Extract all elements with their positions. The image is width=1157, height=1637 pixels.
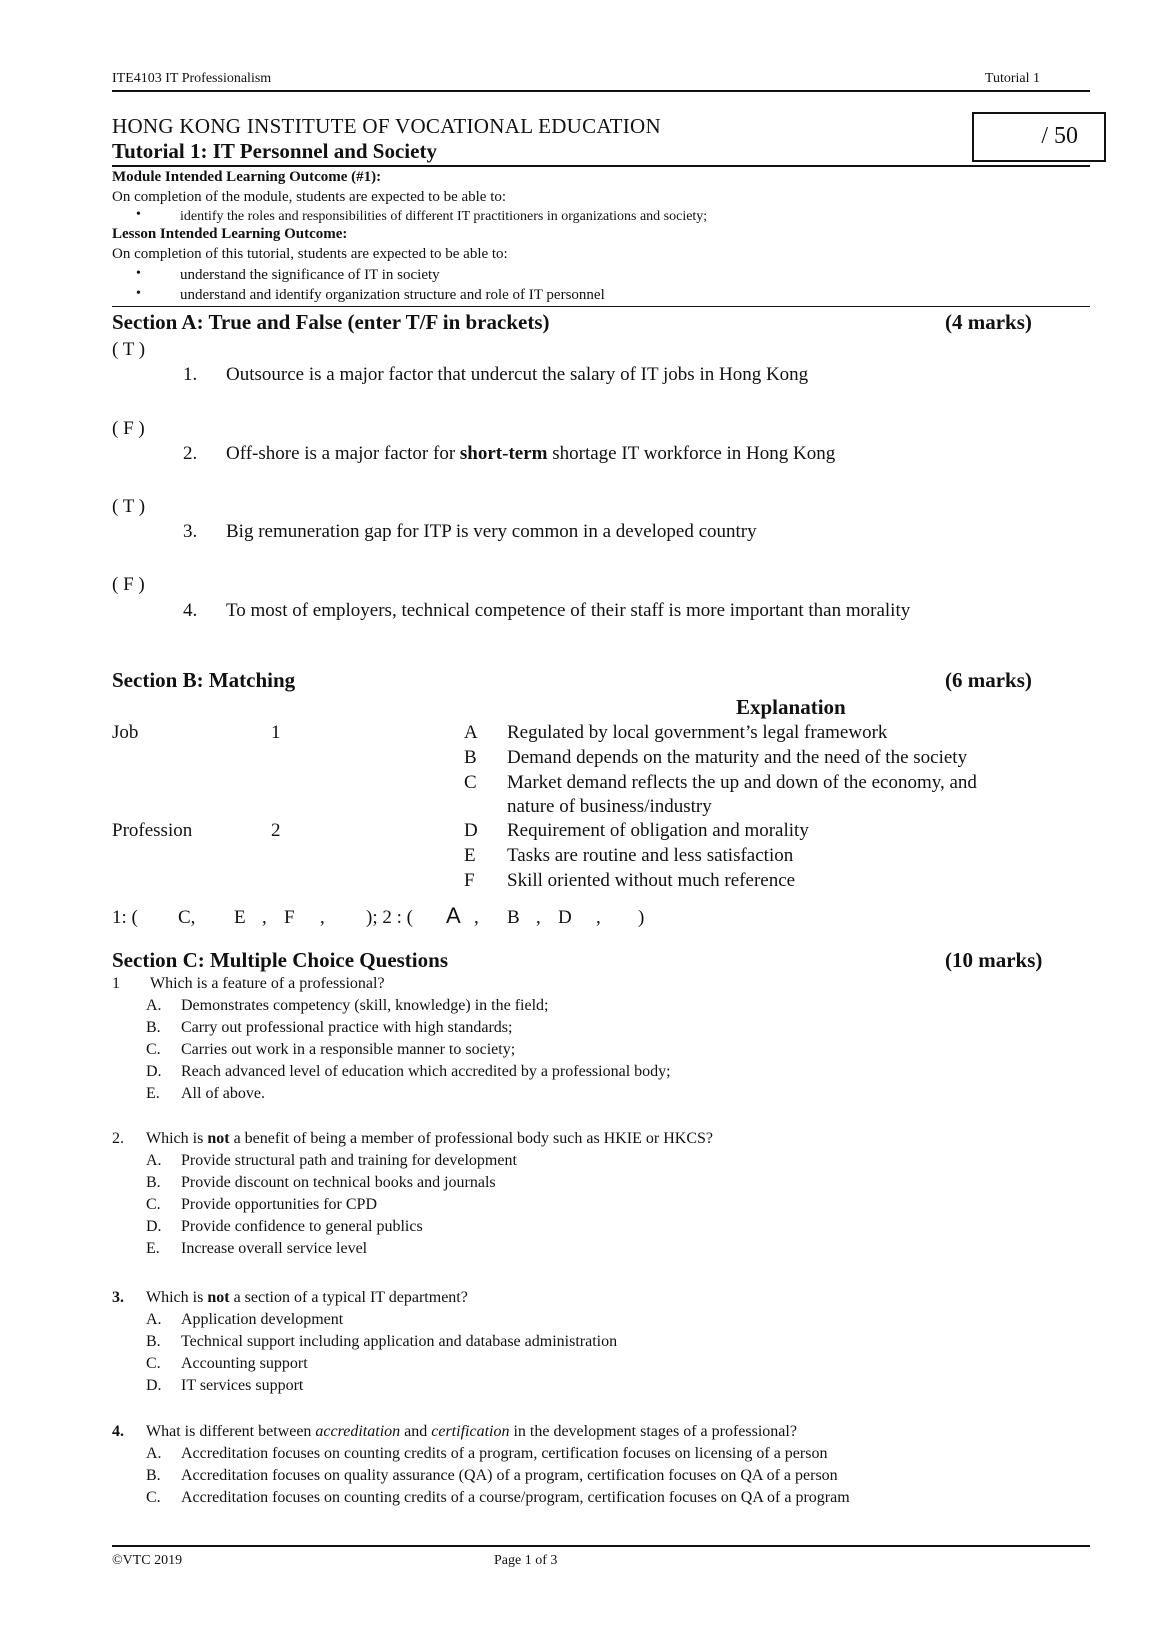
module-outcome-item: identify the roles and responsibilities of different IT practitioners in organizations and society; bbox=[180, 209, 708, 224]
matching-answer-letter: F bbox=[284, 907, 295, 928]
question-text-part: a section of a typical IT department? bbox=[229, 1289, 468, 1306]
question-number: 2. bbox=[112, 1130, 124, 1147]
tutorial-title: Tutorial 1: IT Personnel and Society bbox=[112, 139, 437, 163]
matching-term-number: 1 bbox=[271, 722, 281, 743]
question-text-part: and bbox=[400, 1423, 432, 1440]
option-letter: D. bbox=[146, 1377, 162, 1394]
option-text: Carries out work in a responsible manner to society; bbox=[181, 1041, 516, 1058]
question-number: 4. bbox=[112, 1423, 124, 1440]
matching-answer-sep: , bbox=[262, 907, 267, 928]
tf-statement-part: shortage IT workforce in Hong Kong bbox=[547, 443, 836, 464]
matching-answer-sep: , bbox=[536, 907, 541, 928]
header-rule bbox=[112, 90, 1090, 92]
question-text bbox=[146, 1289, 468, 1307]
question-text-emphasis: not bbox=[207, 1130, 230, 1147]
option-letter: C. bbox=[146, 1196, 161, 1213]
lesson-outcome-heading: Lesson Intended Learning Outcome: bbox=[112, 226, 348, 242]
question-number: 3. bbox=[112, 1289, 124, 1306]
lesson-outcome-item: understand and identify organization structure and role of IT personnel bbox=[180, 287, 605, 303]
tf-answer: ( T ) bbox=[112, 496, 146, 517]
question-text-part: Which is bbox=[146, 1130, 208, 1147]
tf-statement-part: Off-shore is a major factor for bbox=[226, 443, 460, 464]
option-text: Application development bbox=[181, 1311, 344, 1328]
option-letter: C. bbox=[146, 1489, 161, 1506]
matching-answer-letter: E bbox=[234, 907, 246, 928]
tf-number: 2. bbox=[183, 443, 198, 464]
matching-answer-middle: ); 2 : ( bbox=[366, 907, 413, 928]
question-text-term: accreditation bbox=[315, 1423, 401, 1440]
question-text: Which is a feature of a professional? bbox=[150, 975, 385, 992]
option-text: Accreditation focuses on counting credits of a program, certification focuses on licensing of a person bbox=[181, 1445, 828, 1462]
bullet-icon: • bbox=[136, 207, 141, 222]
matching-answer-letter: C, bbox=[178, 907, 196, 928]
tf-answer: ( F ) bbox=[112, 418, 145, 439]
module-outcome-heading: Module Intended Learning Outcome (#1): bbox=[112, 169, 382, 185]
matching-answer-letter: A bbox=[446, 903, 461, 928]
bullet-icon: • bbox=[136, 266, 141, 281]
option-letter: B. bbox=[146, 1333, 161, 1350]
option-letter: A. bbox=[146, 1311, 162, 1328]
matching-term-number: 2 bbox=[271, 820, 281, 841]
option-text: Provide confidence to general publics bbox=[181, 1218, 423, 1235]
tf-number: 1. bbox=[183, 364, 198, 385]
option-text: Accounting support bbox=[181, 1355, 308, 1372]
section-b-title: Section B: Matching bbox=[112, 668, 296, 692]
explanation-letter: A bbox=[464, 722, 478, 743]
option-text: All of above. bbox=[181, 1085, 265, 1102]
header-course: ITE4103 IT Professionalism bbox=[112, 71, 272, 86]
explanation-heading: Explanation bbox=[736, 695, 846, 719]
explanation-text: Regulated by local government’s legal framework bbox=[507, 722, 888, 743]
question-text bbox=[146, 1423, 797, 1441]
score-total: / 50 bbox=[1041, 123, 1078, 149]
option-letter: C. bbox=[146, 1041, 161, 1058]
question-text-part: in the development stages of a professional? bbox=[509, 1423, 797, 1440]
question-text-part: a benefit of being a member of professional body such as HKIE or HKCS? bbox=[229, 1130, 713, 1147]
lesson-outcome-intro: On completion of this tutorial, students are expected to be able to: bbox=[112, 246, 508, 262]
explanation-text-continued: nature of business/industry bbox=[507, 796, 712, 817]
explanation-letter: D bbox=[464, 820, 478, 841]
module-outcome-intro: On completion of the module, students are expected to be able to: bbox=[112, 189, 507, 205]
question-text-term: certification bbox=[431, 1423, 510, 1440]
option-text: Carry out professional practice with high standards; bbox=[181, 1019, 513, 1036]
option-letter: B. bbox=[146, 1174, 161, 1191]
question-text-emphasis: not bbox=[207, 1289, 230, 1306]
tf-number: 3. bbox=[183, 521, 198, 542]
option-letter: B. bbox=[146, 1467, 161, 1484]
explanation-letter: C bbox=[464, 772, 477, 793]
matching-answer-sep: , bbox=[596, 907, 601, 928]
question-text bbox=[146, 1130, 713, 1148]
option-letter: D. bbox=[146, 1063, 162, 1080]
option-text: Technical support including application and database administration bbox=[181, 1333, 618, 1350]
matching-answer-letter: B bbox=[507, 907, 520, 928]
option-text: Demonstrates competency (skill, knowledge) in the field; bbox=[181, 997, 549, 1014]
section-c-marks: (10 marks) bbox=[945, 948, 1043, 972]
explanation-text: Tasks are routine and less satisfaction bbox=[507, 845, 794, 866]
tf-number: 4. bbox=[183, 600, 198, 621]
tf-statement: Big remuneration gap for ITP is very common in a developed country bbox=[226, 521, 757, 542]
section-a-title: Section A: True and False (enter T/F in brackets) bbox=[112, 310, 550, 334]
section-b-marks: (6 marks) bbox=[945, 668, 1032, 692]
explanation-text: Requirement of obligation and morality bbox=[507, 820, 809, 841]
option-letter: E. bbox=[146, 1085, 160, 1102]
tf-statement: To most of employers, technical competence of their staff is more important than morality bbox=[226, 600, 911, 621]
option-letter: C. bbox=[146, 1355, 161, 1372]
option-letter: A. bbox=[146, 1152, 162, 1169]
bullet-icon: • bbox=[136, 286, 141, 301]
tf-answer: ( T ) bbox=[112, 339, 146, 360]
footer-page-number: Page 1 of 3 bbox=[494, 1553, 558, 1568]
score-box bbox=[972, 112, 1106, 162]
option-text: Accreditation focuses on quality assurance (QA) of a program, certification focuses on QA of a person bbox=[181, 1467, 838, 1484]
option-letter: D. bbox=[146, 1218, 162, 1235]
tf-statement bbox=[226, 443, 835, 465]
footer-rule bbox=[112, 1545, 1090, 1547]
section-a-marks: (4 marks) bbox=[945, 310, 1032, 334]
question-text-part: What is different between bbox=[146, 1423, 316, 1440]
option-text: IT services support bbox=[181, 1377, 304, 1394]
explanation-letter: E bbox=[464, 845, 476, 866]
explanation-text: Skill oriented without much reference bbox=[507, 870, 796, 891]
tf-answer: ( F ) bbox=[112, 574, 145, 595]
title-rule bbox=[112, 165, 1090, 167]
question-number: 1 bbox=[112, 975, 120, 992]
lesson-outcome-item: understand the significance of IT in society bbox=[180, 267, 440, 283]
option-text: Provide opportunities for CPD bbox=[181, 1196, 377, 1213]
explanation-letter: F bbox=[464, 870, 475, 891]
option-text: Reach advanced level of education which accredited by a professional body; bbox=[181, 1063, 671, 1080]
explanation-text: Demand depends on the maturity and the need of the society bbox=[507, 747, 968, 768]
option-text: Provide discount on technical books and journals bbox=[181, 1174, 496, 1191]
matching-answer-open: 1: ( bbox=[112, 907, 138, 928]
tf-statement: Outsource is a major factor that undercut the salary of IT jobs in Hong Kong bbox=[226, 364, 809, 385]
matching-answer-sep: , bbox=[320, 907, 325, 928]
option-text: Accreditation focuses on counting credits of a course/program, certification focuses on QA of a program bbox=[181, 1489, 850, 1506]
explanation-letter: B bbox=[464, 747, 477, 768]
matching-term: Profession bbox=[112, 820, 193, 841]
section-c-title: Section C: Multiple Choice Questions bbox=[112, 948, 448, 972]
header-tutorial-label: Tutorial 1 bbox=[984, 71, 1040, 86]
outcome-rule bbox=[112, 306, 1090, 307]
question-text-part: Which is bbox=[146, 1289, 208, 1306]
explanation-text: Market demand reflects the up and down of the economy, and bbox=[507, 772, 977, 793]
option-text: Provide structural path and training for development bbox=[181, 1152, 517, 1169]
option-letter: A. bbox=[146, 997, 162, 1014]
institute-name: HONG KONG INSTITUTE OF VOCATIONAL EDUCATION bbox=[112, 114, 661, 138]
footer-copyright: ©VTC 2019 bbox=[112, 1553, 183, 1568]
matching-answer-close: ) bbox=[638, 907, 645, 928]
option-letter: B. bbox=[146, 1019, 161, 1036]
option-letter: A. bbox=[146, 1445, 162, 1462]
option-letter: E. bbox=[146, 1240, 160, 1257]
option-text: Increase overall service level bbox=[181, 1240, 368, 1257]
matching-answer-letter: D bbox=[558, 907, 572, 928]
matching-answer-sep: , bbox=[474, 907, 479, 928]
tf-statement-emphasis: short-term bbox=[459, 443, 548, 464]
matching-term: Job bbox=[112, 722, 139, 743]
